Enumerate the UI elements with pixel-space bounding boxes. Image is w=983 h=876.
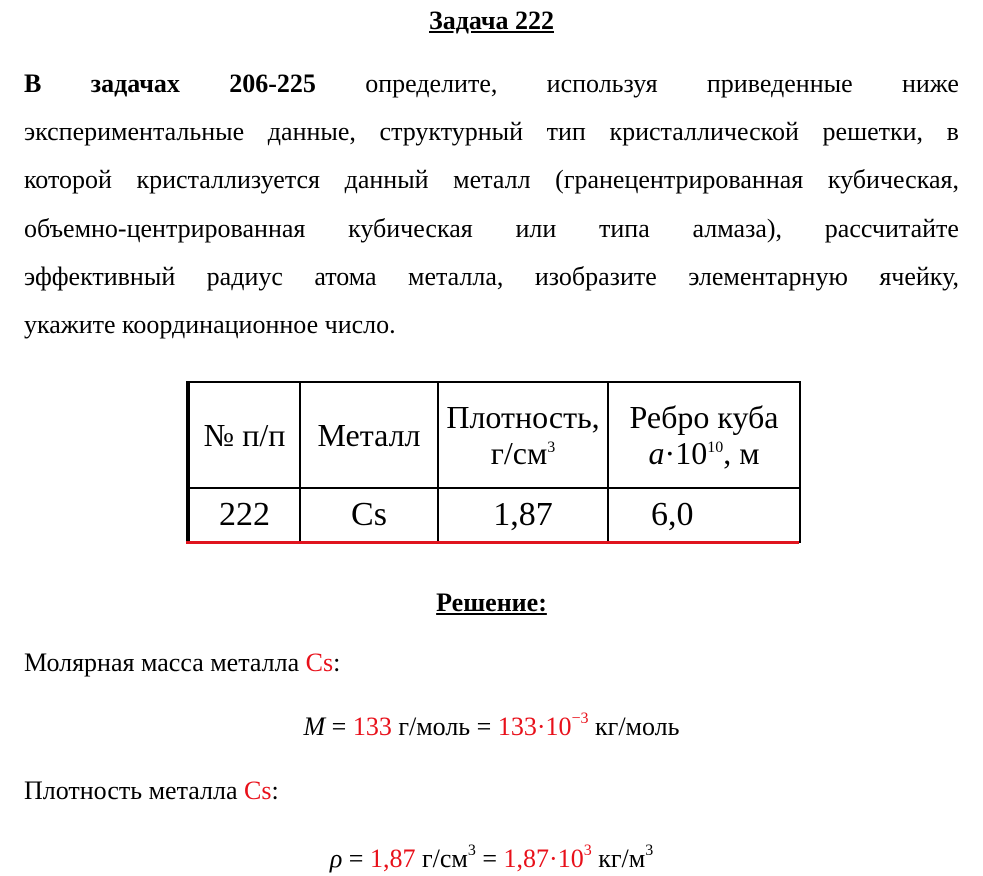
density-label: Плотность металла Cs: xyxy=(24,776,279,805)
statement-word: которой xyxy=(24,165,112,195)
statement-word: кубическая, xyxy=(827,165,959,195)
problem-title: Задача 222 xyxy=(429,6,554,35)
header-density-unit: $г/см^3$ xyxy=(490,435,556,471)
problem-statement xyxy=(24,60,959,349)
statement-line-1 xyxy=(24,60,959,108)
statement-word: решетки, xyxy=(822,117,924,147)
statement-word: кристаллизуется xyxy=(136,165,320,195)
statement-word: или xyxy=(515,213,557,243)
statement-line-5 xyxy=(24,253,959,301)
statement-line-3 xyxy=(24,156,959,204)
molar-mass-label: Молярная масса металла Cs: xyxy=(24,648,341,677)
statement-word: приведенные xyxy=(706,69,853,98)
header-density-label: Плотность, xyxy=(446,399,600,435)
table-row xyxy=(188,488,800,542)
metal-symbol: Cs xyxy=(244,776,272,805)
statement-word: металла, xyxy=(408,261,504,291)
statement-word: объемно-центрированная xyxy=(24,213,306,243)
statement-word: металл xyxy=(453,165,531,195)
statement-word: типа xyxy=(599,213,650,243)
statement-word: рассчитайте xyxy=(824,213,959,243)
header-cube-edge xyxy=(608,382,800,488)
cell-density: 1,87 xyxy=(438,488,608,542)
statement-word: кубическая xyxy=(348,213,473,243)
header-density xyxy=(438,382,608,488)
statement-word: (гранецентрированная xyxy=(555,165,804,195)
statement-word: алмаза), xyxy=(692,213,783,243)
statement-word: определите, xyxy=(365,69,498,98)
statement-word: задачах xyxy=(90,69,180,98)
molar-mass-formula: M = 133 г/моль = $133\cdot 10^{-3}$ кг/моль xyxy=(303,710,680,741)
statement-word: данные, xyxy=(267,117,356,147)
cell-number: 222 xyxy=(188,488,300,542)
statement-line-2 xyxy=(24,108,959,156)
cell-cube-edge: 6,0 xyxy=(608,488,800,542)
statement-word: элементарную xyxy=(688,261,848,291)
statement-word: атома xyxy=(314,261,377,291)
data-table xyxy=(186,381,798,543)
statement-word: ниже xyxy=(901,69,959,98)
density-formula: ρ = 1,87 $г/см^3 = 1,87\cdot 10^3$ $кг/м^3$ xyxy=(329,842,654,873)
statement-word: данный xyxy=(344,165,429,195)
statement-word: экспериментальные xyxy=(24,117,245,147)
header-metal: Металл xyxy=(300,382,438,488)
statement-word: в xyxy=(946,117,959,147)
statement-line-6: укажите координационное число. xyxy=(24,309,396,339)
table-header-row xyxy=(188,382,800,488)
statement-word: кристаллической xyxy=(609,117,799,147)
statement-word: В xyxy=(24,69,42,98)
statement-word: эффективный xyxy=(24,261,176,291)
statement-word: тип xyxy=(546,117,586,147)
cell-metal: Cs xyxy=(300,488,438,542)
statement-word: ячейку, xyxy=(879,261,959,291)
header-number: № п/п xyxy=(188,382,300,488)
statement-word: структурный xyxy=(379,117,524,147)
statement-word: радиус xyxy=(206,261,283,291)
table-red-underline xyxy=(186,541,799,544)
header-cube-edge-unit: $a\cdot 10^{10}$, м xyxy=(648,435,760,471)
header-cube-edge-label: Ребро куба xyxy=(629,399,779,435)
statement-word: изобразите xyxy=(534,261,657,291)
metal-symbol: Cs xyxy=(305,648,334,677)
statement-line-4 xyxy=(24,205,959,253)
statement-word: 206-225 xyxy=(229,69,316,98)
solution-title: Решение: xyxy=(436,588,547,617)
statement-word: используя xyxy=(546,69,658,98)
